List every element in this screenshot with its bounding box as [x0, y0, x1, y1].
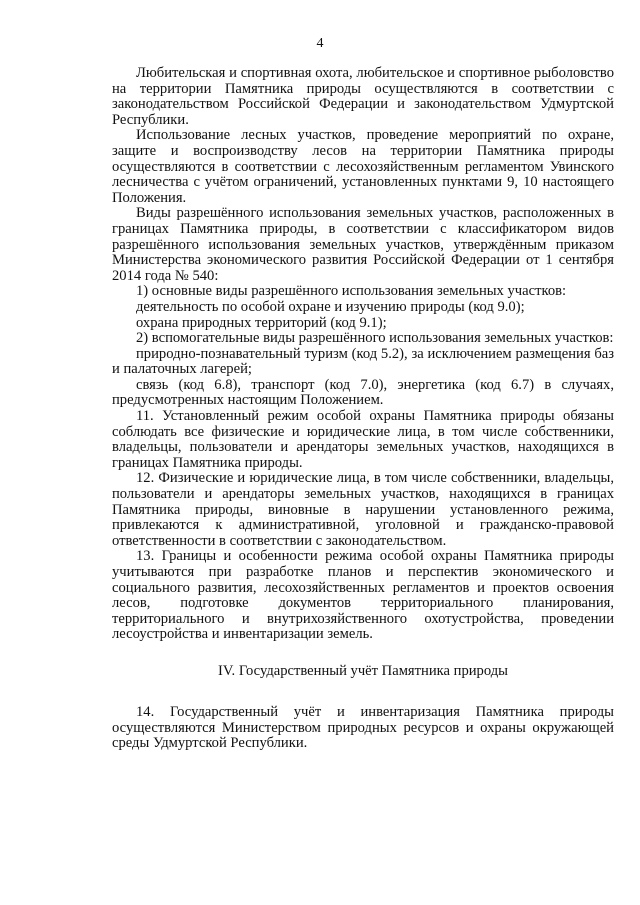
paragraph-14: 14. Государственный учёт и инвентаризация Памятника природы осуществляются Министерством природных ресурсов и охраны окружающей среды Удмуртской Республики. — [112, 703, 614, 752]
list-item-communication-transport-energy: связь (код 6.8), транспорт (код 7.0), энергетика (код 6.7) в случаях, предусмотренных настоящим Положением. — [112, 376, 614, 409]
paragraph-land-use-types: Виды разрешённого использования земельных участков, расположенных в границах Памятника природы, в соответствии с классификатором видов разрешённого использования земельных участков, утверждённым приказом Министерства экономического развития Российской Федерации от 1 сентября 2014 года № 540: — [112, 205, 614, 284]
paragraph-11: 11. Установленный режим особой охраны Памятника природы обязаны соблюдать все физические и юридические лица, в том числе собственники, владельцы, пользователи и арендаторы земельных участков, находящихся в границах Памятника природы. — [112, 408, 614, 471]
paragraph-hunting-fishing: Любительская и спортивная охота, любительское и спортивное рыболовство на территории Памятника природы осуществляются в соответствии с законодательством Российской Федерации и законодательством Удмуртской Республики. — [112, 65, 614, 128]
page-number: 4 — [316, 36, 324, 51]
paragraph-13: 13. Границы и особенности режима особой охраны Памятника природы учитываются при разработке планов и перспектив экономического и социального развития, лесохозяйственных регламентов и проектов освоения лесов, подготовке документов территориального планирования, территориального и внутрихозяйственного охотустройства, проведении лесоустройства и инвентаризации земель. — [112, 548, 614, 643]
list-item-auxiliary-uses: 2) вспомогательные виды разрешённого использования земельных участков: — [136, 330, 614, 347]
list-item-territory-protection: охрана природных территорий (код 9.1); — [136, 314, 387, 331]
list-item-nature-tourism: природно-познавательный туризм (код 5.2), за исключением размещения баз и палаточных лагерей; — [112, 345, 614, 378]
list-item-nature-protection: деятельность по особой охране и изучению природы (код 9.0); — [136, 298, 525, 315]
list-item-main-uses: 1) основные виды разрешённого использования земельных участков: — [136, 283, 567, 300]
document-body — [112, 66, 614, 752]
paragraph-12: 12. Физические и юридические лица, в том числе собственники, владельцы, пользователи и арендаторы земельных участков, находящихся в границах Памятника природы, виновные в нарушении установленного режима, привлекаются к административной, уголовной и гражданско-правовой ответственности в соответствии с законодательством. — [112, 470, 614, 549]
section-heading: IV. Государственный учёт Памятника природы — [218, 662, 508, 679]
paragraph-forest-use: Использование лесных участков, проведение мероприятий по охране, защите и воспроизводству лесов на территории Памятника природы осуществляются в соответствии с лесохозяйственным регламентом Увинского лесничества с учётом ограничений, установленных пунктами 9, 10 настоящего Положения. — [112, 127, 614, 206]
